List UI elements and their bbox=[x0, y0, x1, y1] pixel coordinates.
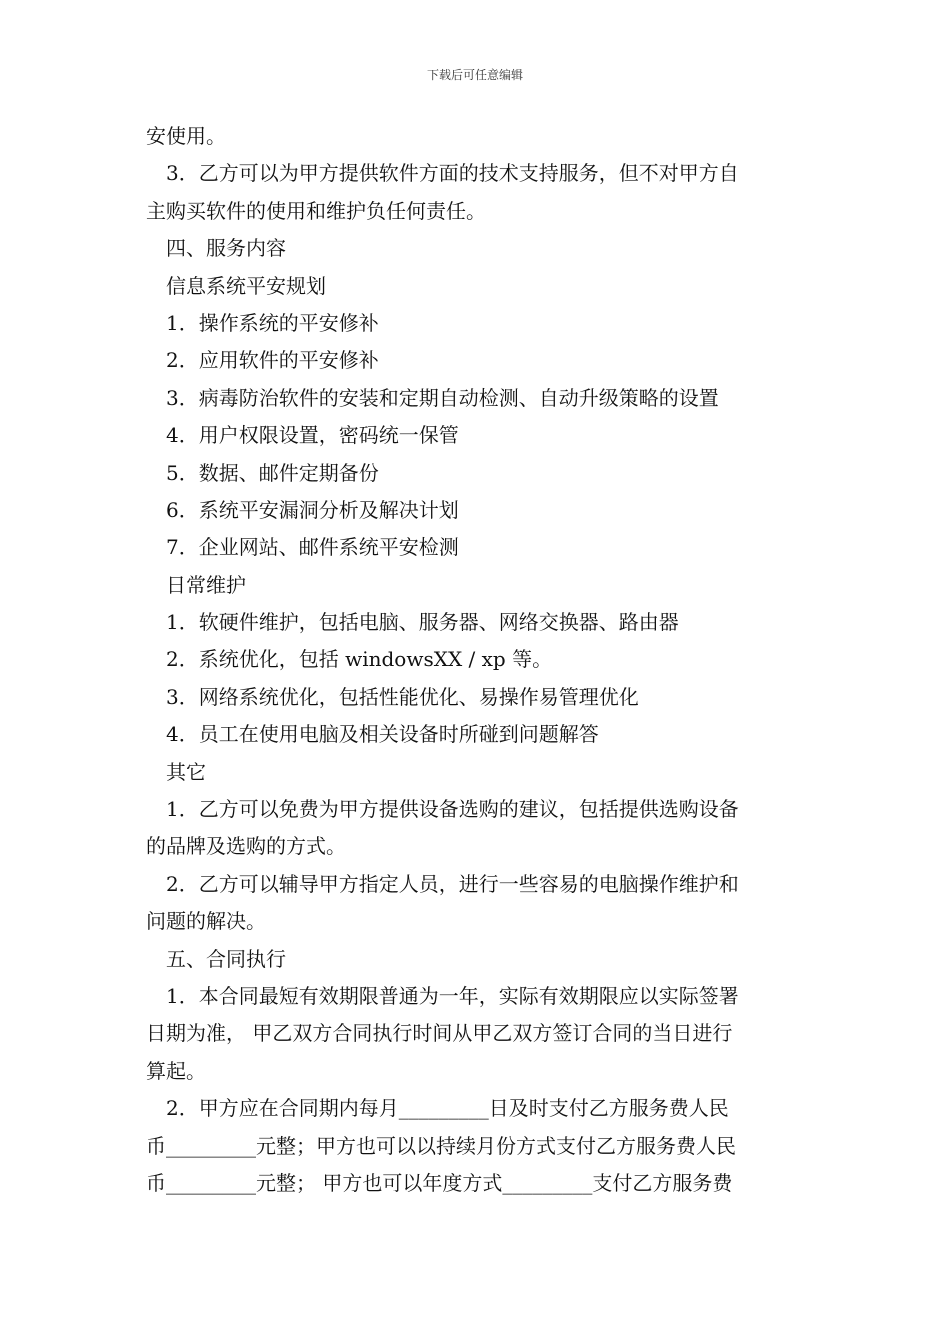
document-body bbox=[146, 118, 810, 1202]
text-line: 1．乙方可以免费为甲方提供设备选购的建议，包括提供选购设备 bbox=[166, 797, 739, 822]
text-line: 1．软硬件维护，包括电脑、服务器、网络交换器、路由器 bbox=[166, 610, 679, 635]
text-line: 5．数据、邮件定期备份 bbox=[166, 460, 379, 485]
text-line: 信息系统平安规划 bbox=[166, 273, 326, 298]
text-line: 6．系统平安漏洞分析及解决计划 bbox=[166, 497, 459, 522]
text-line: 问题的解决。 bbox=[146, 909, 266, 934]
text-line: 4．员工在使用电脑及相关设备时所碰到问题解答 bbox=[166, 722, 599, 747]
text-line: 五、合同执行 bbox=[166, 946, 286, 971]
text-line: 的品牌及选购的方式。 bbox=[146, 834, 346, 859]
text-line: 3．病毒防治软件的安装和定期自动检测、自动升级策略的设置 bbox=[166, 385, 719, 410]
text-line: 4．用户权限设置，密码统一保管 bbox=[166, 423, 459, 448]
text-line: 2．系统优化，包括 windowsXX / xp 等。 bbox=[166, 647, 553, 672]
page-header: 下载后可任意编辑 bbox=[426, 68, 523, 82]
text-line: 主购买软件的使用和维护负任何责任。 bbox=[146, 198, 486, 223]
text-line: 2．乙方可以辅导甲方指定人员，进行一些容易的电脑操作维护和 bbox=[166, 871, 739, 896]
text-line: 日期为准， 甲乙双方合同执行时间从甲乙双方签订合同的当日进行 bbox=[146, 1021, 733, 1046]
text-line: 1．操作系统的平安修补 bbox=[166, 310, 379, 335]
text-line: 3．乙方可以为甲方提供软件方面的技术支持服务，但不对甲方自 bbox=[166, 161, 739, 186]
text-line: 2．应用软件的平安修补 bbox=[166, 348, 379, 373]
text-line: 其它 bbox=[166, 759, 206, 784]
text-line: 四、服务内容 bbox=[166, 236, 286, 261]
text-line: 7．企业网站、邮件系统平安检测 bbox=[166, 535, 459, 560]
text-line: 安使用。 bbox=[146, 124, 226, 148]
text-line: 1．本合同最短有效期限普通为一年，实际有效期限应以实际签署 bbox=[166, 983, 739, 1008]
text-line: 2．甲方应在合同期内每月_________日及时支付乙方服务费人民 bbox=[166, 1096, 729, 1121]
text-line: 3．网络系统优化，包括性能优化、易操作易管理优化 bbox=[166, 684, 639, 709]
text-line: 算起。 bbox=[146, 1058, 206, 1083]
text-line: 币_________元整； 甲方也可以年度方式_________支付乙方服务费 bbox=[146, 1170, 733, 1195]
text-line: 日常维护 bbox=[166, 572, 246, 597]
text-line: 币_________元整；甲方也可以以持续月份方式支付乙方服务费人民 bbox=[146, 1133, 736, 1158]
